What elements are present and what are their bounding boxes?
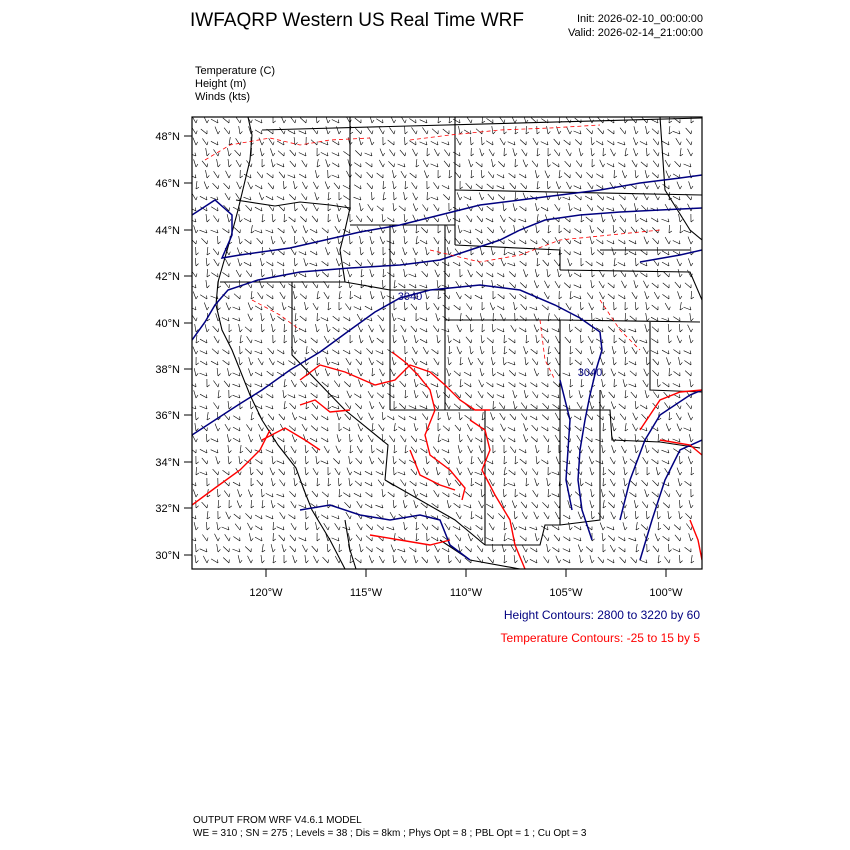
field-temperature: Temperature (C) <box>195 65 276 77</box>
longitude-ticks <box>266 569 666 577</box>
lat-label-42: 42°N <box>155 271 180 283</box>
field-height: Height (m) <box>195 78 247 90</box>
init-time: Init: 2026-02-10_00:00:00 <box>577 13 703 25</box>
temperature-contour-note: Temperature Contours: -25 to 15 by 5 <box>500 631 700 645</box>
lat-label-40: 40°N <box>155 318 180 330</box>
field-winds: Winds (kts) <box>195 91 250 103</box>
latitude-ticks <box>184 136 192 555</box>
lat-label-46: 46°N <box>155 178 180 190</box>
lat-label-36: 36°N <box>155 410 180 422</box>
plot-title: IWFAQRP Western US Real Time WRF <box>190 10 524 31</box>
lat-label-32: 32°N <box>155 503 180 515</box>
lon-label-115: 115°W <box>349 587 383 599</box>
lat-label-30: 30°N <box>155 550 180 562</box>
lon-label-100: 100°W <box>649 587 683 599</box>
lat-label-48: 48°N <box>155 131 180 143</box>
valid-time: Valid: 2026-02-14_21:00:00 <box>568 27 703 39</box>
lat-label-34: 34°N <box>155 457 180 469</box>
lat-label-44: 44°N <box>155 225 180 237</box>
footer-settings: WE = 310 ; SN = 275 ; Levels = 38 ; Dis = 8km ; Phys Opt = 8 ; PBL Opt = 1 ; Cu Opt = 3 <box>193 828 587 839</box>
height-contour-label-a: 3040 <box>397 291 423 303</box>
lon-label-105: 105°W <box>549 587 583 599</box>
lon-label-120: 120°W <box>249 587 283 599</box>
lon-label-110: 110°W <box>449 587 483 599</box>
footer-model: OUTPUT FROM WRF V4.6.1 MODEL <box>193 815 362 826</box>
height-contour-label-b: 3040 <box>577 367 603 379</box>
lat-label-38: 38°N <box>155 364 180 376</box>
height-contour-note: Height Contours: 2800 to 3220 by 60 <box>503 608 700 622</box>
